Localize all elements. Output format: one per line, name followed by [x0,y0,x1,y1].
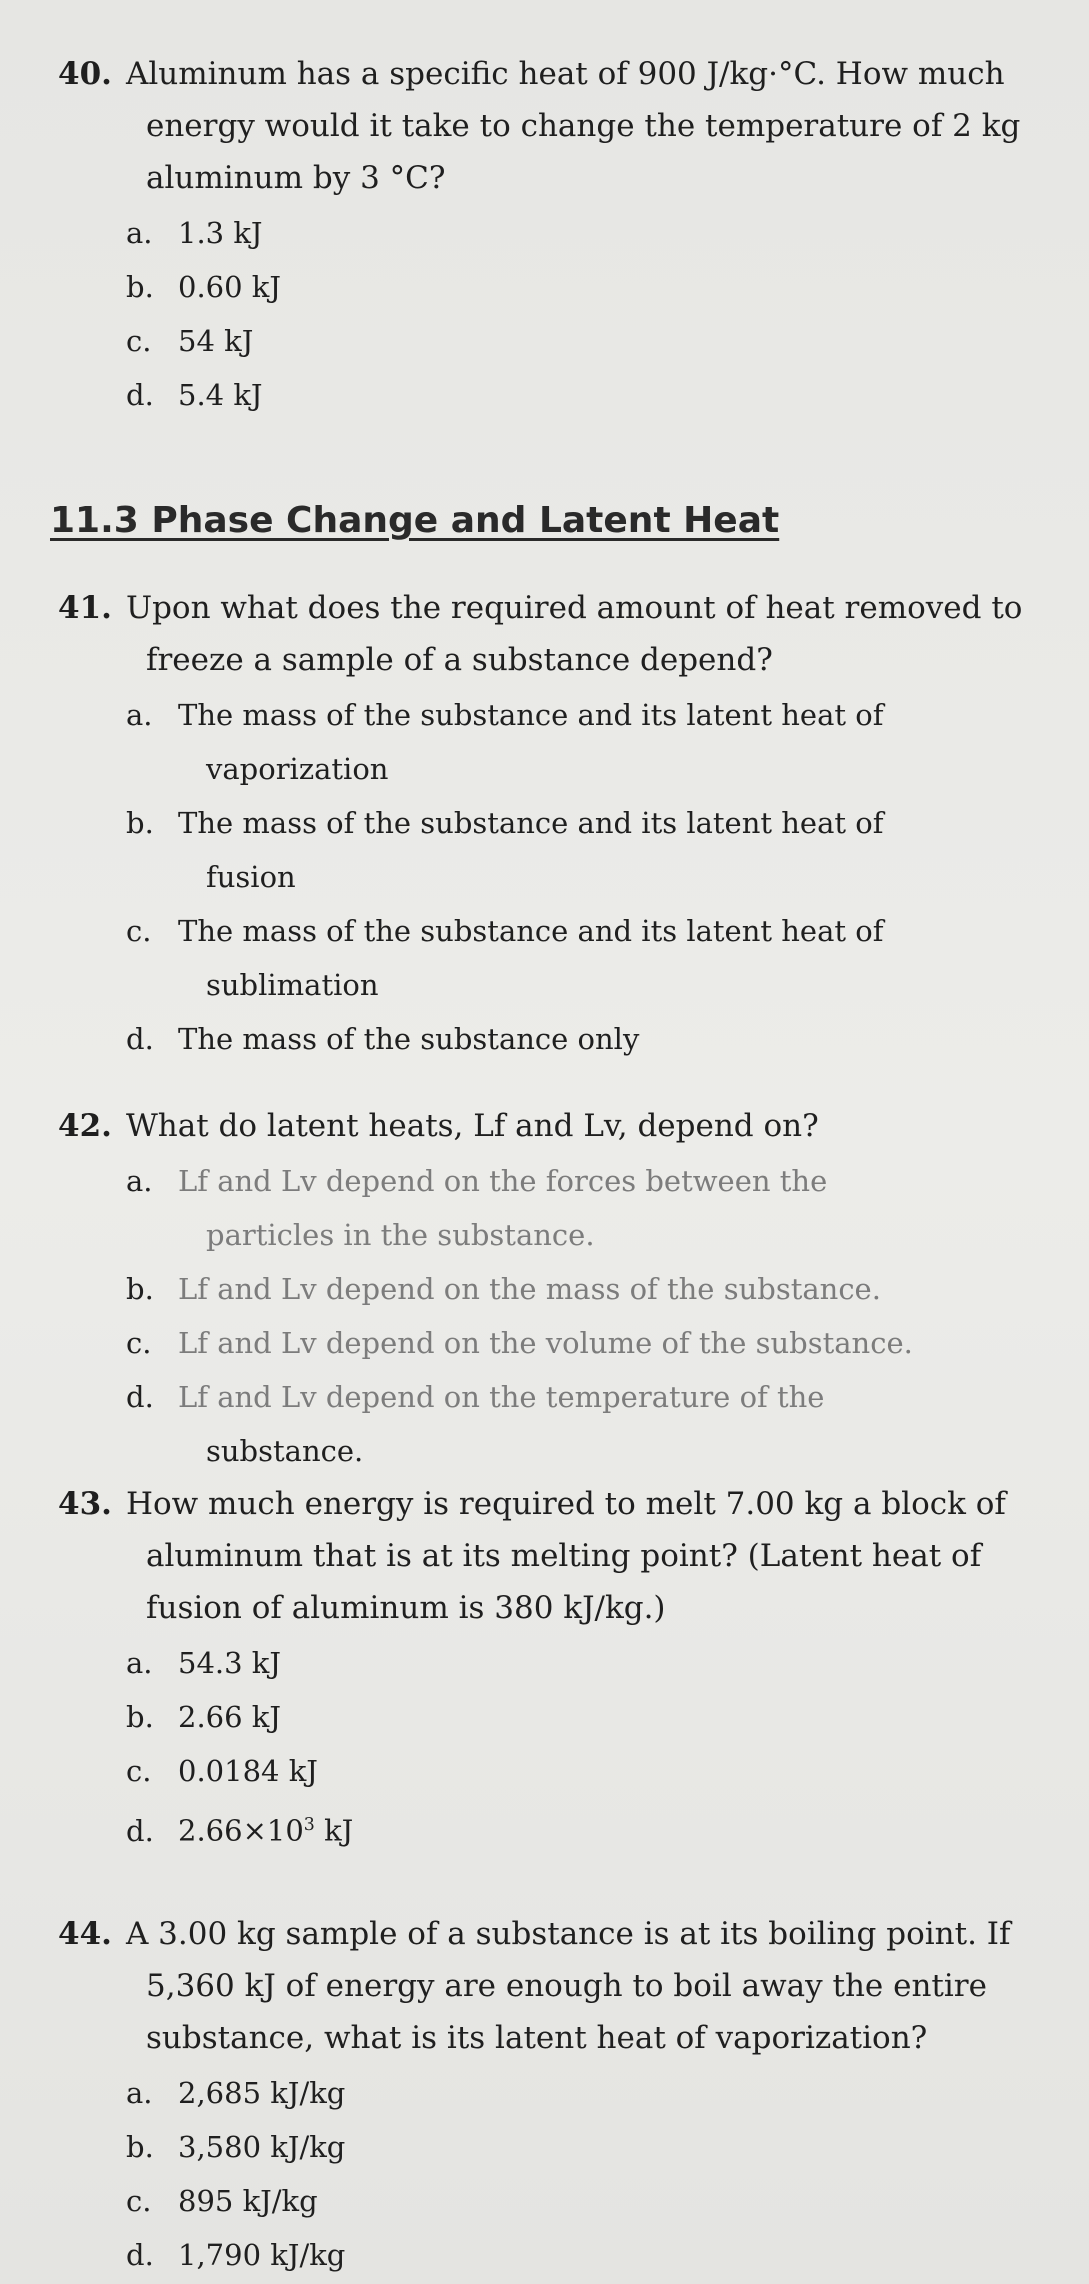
option-c[interactable]: c. 0.0184 kJ [126,1754,318,1788]
question-text-line: aluminum that is at its melting point? (Latent heat of [146,1538,982,1574]
question-text-line: energy would it take to change the temperature of 2 kg [146,108,1021,144]
option-b[interactable]: b. 3,580 kJ/kg [126,2130,346,2164]
option-d[interactable]: d. $2.66\times 10^3$ kJ [126,1813,354,1848]
option-a-continued: vaporization [206,752,389,786]
question-text-line: freeze a sample of a substance depend? [146,642,773,678]
option-d[interactable]: d. 5.4 kJ [126,378,263,412]
option-b[interactable]: b. The mass of the substance and its latent heat of [126,806,884,840]
question-40 [58,48,1058,422]
option-b[interactable]: b. Lf and Lv depend on the mass of the substance. [126,1272,881,1306]
option-a[interactable]: a. 54.3 kJ [126,1646,281,1680]
option-a[interactable]: a. 2,685 kJ/kg [126,2076,346,2110]
option-d[interactable]: d. Lf and Lv depend on the temperature of the [126,1380,825,1414]
question-text-line: A 3.00 kg sample of a substance is at its boiling point. If [125,1916,1011,1952]
question-text-line: fusion of aluminum is 380 kJ/kg.) [146,1590,666,1626]
question-44 [58,1908,1058,2282]
answer-options [58,1636,1058,1858]
option-d[interactable]: d. 1,790 kJ/kg [126,2238,346,2272]
option-c-continued: sublimation [206,968,379,1002]
option-b[interactable]: b. 0.60 kJ [126,270,281,304]
option-c[interactable]: c. Lf and Lv depend on the volume of the substance. [126,1326,913,1360]
option-d-continued: substance. [206,1434,364,1468]
option-c[interactable]: c. The mass of the substance and its latent heat of [126,914,884,948]
question-number: 43. [58,1486,112,1522]
option-b[interactable]: b. 2.66 kJ [126,1700,281,1734]
option-b-continued: fusion [206,860,296,894]
question-text-line: Upon what does the required amount of heat removed to [125,590,1023,626]
option-a[interactable]: a. 1.3 kJ [126,216,263,250]
question-text-line: 5,360 kJ of energy are enough to boil away the entire [146,1968,987,2004]
question-43 [58,1478,1058,1858]
question-41 [58,582,1058,1066]
option-a-continued: particles in the substance. [206,1218,595,1252]
question-42 [58,1100,1058,1478]
question-text-line: substance, what is its latent heat of vaporization? [146,2020,928,2056]
question-text-line: What do latent heats, Lf and Lv, depend on? [125,1108,819,1144]
option-c[interactable]: c. 54 kJ [126,324,254,358]
option-a[interactable]: a. Lf and Lv depend on the forces between the [126,1164,828,1198]
option-d[interactable]: d. The mass of the substance only [126,1022,640,1056]
answer-options [58,206,1058,422]
question-text-line: aluminum by 3 °C? [146,160,446,196]
question-number: 41. [58,590,112,626]
question-number: 44. [58,1916,112,1952]
question-number: 42. [58,1108,112,1144]
option-c[interactable]: c. 895 kJ/kg [126,2184,318,2218]
answer-options [58,2066,1058,2282]
question-number: 40. [58,56,112,92]
question-text-line: How much energy is required to melt 7.00 kg a block of [125,1486,1006,1522]
answer-options [58,1154,1058,1478]
section-heading: 11.3 Phase Change and Latent Heat [50,500,780,541]
option-a[interactable]: a. The mass of the substance and its latent heat of [126,698,884,732]
question-text-line: Aluminum has a specific heat of 900 J/kg·°C. How much [125,56,1005,92]
answer-options [58,688,1058,1066]
